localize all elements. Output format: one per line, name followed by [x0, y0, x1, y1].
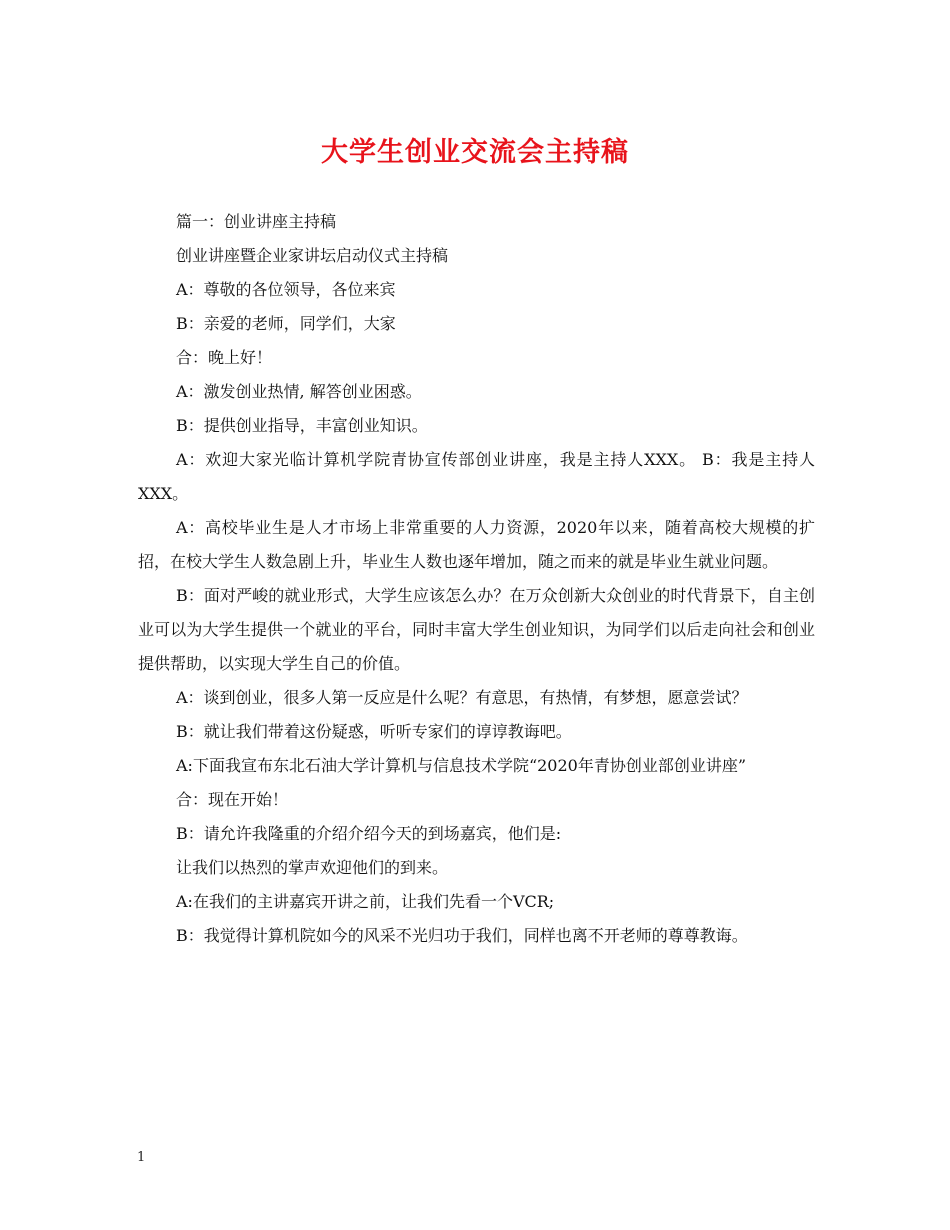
paragraph: 合：晚上好！ — [176, 348, 273, 367]
paragraph: A：激发创业热情, 解答创业困惑。 — [176, 382, 422, 401]
paragraph: B：面对严峻的就业形式，大学生应该怎么办？在万众创新大众创业的时代背景下，自主创业可以为大学生提供一个就业的平台，同时丰富大学生创业知识，为同学们以后走向社会和创业提供帮助，以实现大学生自己的价值。 — [138, 586, 815, 673]
page-number: 1 — [137, 1150, 146, 1165]
paragraph: A：谈到创业，很多人第一反应是什么呢？有意思，有热情，有梦想，愿意尝试？ — [176, 688, 748, 707]
paragraph: A:在我们的主讲嘉宾开讲之前，让我们先看一个VCR; — [176, 892, 555, 911]
paragraph: 让我们以热烈的掌声欢迎他们的到来。 — [176, 858, 449, 877]
paragraph: B：就让我们带着这份疑惑，听听专家们的谆谆教诲吧。 — [176, 722, 572, 741]
document-body — [138, 205, 815, 953]
paragraph: A：欢迎大家光临计算机学院青协宣传部创业讲座，我是主持人XXX。 B：我是主持人XXX。 — [138, 450, 815, 503]
paragraph: 创业讲座暨企业家讲坛启动仪式主持稿 — [176, 246, 449, 265]
paragraph: A：尊敬的各位领导，各位来宾 — [176, 280, 396, 299]
paragraph: B：亲爱的老师，同学们，大家 — [176, 314, 396, 333]
paragraph: 篇一：创业讲座主持稿 — [176, 212, 337, 231]
paragraph: 合：现在开始！ — [176, 790, 289, 809]
paragraph: A:下面我宣布东北石油大学计算机与信息技术学院“2020年青协创业部创业讲座” — [176, 756, 747, 775]
paragraph: B：提供创业指导，丰富创业知识。 — [176, 416, 428, 435]
paragraph: B：请允许我隆重的介绍介绍今天的到场嘉宾，他们是: — [176, 824, 562, 843]
paragraph: A：高校毕业生是人才市场上非常重要的人力资源，2020年以来，随着高校大规模的扩招，在校大学生人数急剧上升，毕业生人数也逐年增加，随之而来的就是毕业生就业问题。 — [138, 518, 815, 571]
paragraph: B：我觉得计算机院如今的风采不光归功于我们，同样也离不开老师的尊尊教诲。 — [176, 926, 748, 945]
document-title: 大学生创业交流会主持稿 — [321, 137, 629, 168]
